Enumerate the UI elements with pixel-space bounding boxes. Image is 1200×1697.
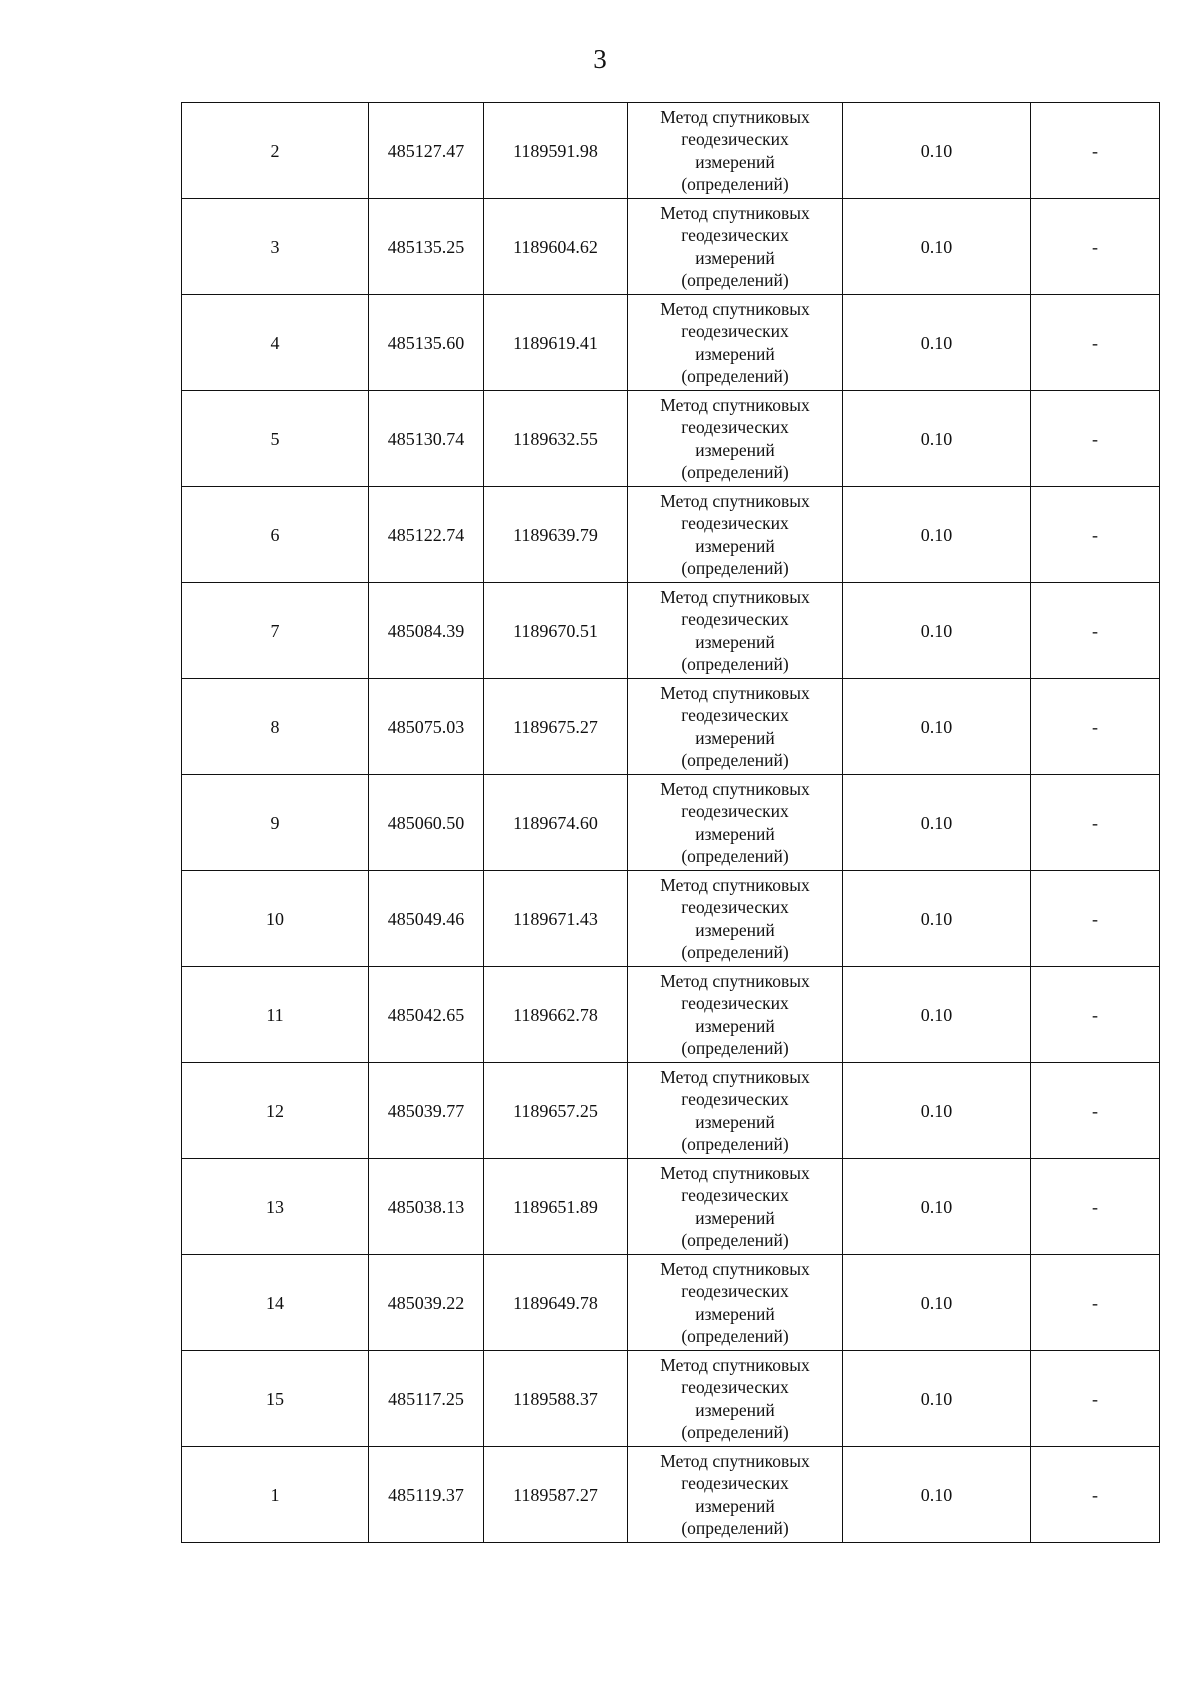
accuracy-cell: 0.10: [843, 679, 1031, 775]
note-cell: -: [1031, 775, 1160, 871]
note-cell: -: [1031, 1351, 1160, 1447]
method-line: измерений: [695, 823, 775, 844]
y-coordinate-cell: 1189670.51: [484, 583, 628, 679]
method-line: геодезических: [681, 1089, 789, 1109]
method-line: Метод спутниковых: [660, 970, 810, 991]
table-row: [182, 1447, 1160, 1543]
method-line: измерений: [695, 1207, 775, 1228]
y-coordinate-cell: 1189587.27: [484, 1447, 628, 1543]
accuracy-cell: 0.10: [843, 391, 1031, 487]
table-row: [182, 871, 1160, 967]
method-line: Метод спутниковых: [660, 394, 810, 415]
point-number-cell: 5: [182, 391, 369, 487]
note-cell: -: [1031, 487, 1160, 583]
method-line: геодезических: [681, 1185, 789, 1205]
note-cell: -: [1031, 871, 1160, 967]
table-row: [182, 1255, 1160, 1351]
method-line: (определений): [681, 1518, 789, 1538]
x-coordinate-cell: 485039.22: [369, 1255, 484, 1351]
method-cell: [628, 1447, 843, 1543]
table-row: [182, 679, 1160, 775]
method-line: геодезических: [681, 897, 789, 917]
coordinates-table: [181, 102, 1160, 1543]
method-line: (определений): [681, 654, 789, 674]
method-cell: [628, 871, 843, 967]
y-coordinate-cell: 1189649.78: [484, 1255, 628, 1351]
accuracy-cell: 0.10: [843, 1063, 1031, 1159]
point-number-cell: 12: [182, 1063, 369, 1159]
method-line: измерений: [695, 535, 775, 556]
method-line: измерений: [695, 343, 775, 364]
method-cell: [628, 295, 843, 391]
method-line: Метод спутниковых: [660, 1066, 810, 1087]
method-line: измерений: [695, 1015, 775, 1036]
method-line: Метод спутниковых: [660, 1162, 810, 1183]
table-row: [182, 1063, 1160, 1159]
method-line: геодезических: [681, 321, 789, 341]
method-line: Метод спутниковых: [660, 490, 810, 511]
method-line: измерений: [695, 1111, 775, 1132]
y-coordinate-cell: 1189591.98: [484, 103, 628, 199]
table-row: [182, 391, 1160, 487]
note-cell: -: [1031, 103, 1160, 199]
method-line: измерений: [695, 1399, 775, 1420]
x-coordinate-cell: 485075.03: [369, 679, 484, 775]
y-coordinate-cell: 1189619.41: [484, 295, 628, 391]
table-row: [182, 775, 1160, 871]
accuracy-cell: 0.10: [843, 967, 1031, 1063]
point-number-cell: 13: [182, 1159, 369, 1255]
x-coordinate-cell: 485039.77: [369, 1063, 484, 1159]
x-coordinate-cell: 485119.37: [369, 1447, 484, 1543]
method-line: (определений): [681, 1326, 789, 1346]
method-line: (определений): [681, 366, 789, 386]
method-line: (определений): [681, 1422, 789, 1442]
point-number-cell: 9: [182, 775, 369, 871]
table-row: [182, 1351, 1160, 1447]
x-coordinate-cell: 485130.74: [369, 391, 484, 487]
method-line: Метод спутниковых: [660, 298, 810, 319]
table-row: [182, 583, 1160, 679]
method-line: (определений): [681, 846, 789, 866]
method-cell: [628, 1351, 843, 1447]
method-cell: [628, 1255, 843, 1351]
x-coordinate-cell: 485049.46: [369, 871, 484, 967]
method-line: геодезических: [681, 1281, 789, 1301]
x-coordinate-cell: 485060.50: [369, 775, 484, 871]
point-number-cell: 3: [182, 199, 369, 295]
x-coordinate-cell: 485084.39: [369, 583, 484, 679]
point-number-cell: 11: [182, 967, 369, 1063]
method-line: геодезических: [681, 609, 789, 629]
accuracy-cell: 0.10: [843, 1351, 1031, 1447]
note-cell: -: [1031, 391, 1160, 487]
x-coordinate-cell: 485135.60: [369, 295, 484, 391]
method-line: измерений: [695, 631, 775, 652]
accuracy-cell: 0.10: [843, 583, 1031, 679]
method-line: геодезических: [681, 1473, 789, 1493]
method-cell: [628, 967, 843, 1063]
method-cell: [628, 487, 843, 583]
y-coordinate-cell: 1189632.55: [484, 391, 628, 487]
method-line: измерений: [695, 439, 775, 460]
table-row: [182, 967, 1160, 1063]
method-cell: [628, 199, 843, 295]
table-row: [182, 103, 1160, 199]
method-line: измерений: [695, 919, 775, 940]
method-line: (определений): [681, 1230, 789, 1250]
y-coordinate-cell: 1189674.60: [484, 775, 628, 871]
accuracy-cell: 0.10: [843, 775, 1031, 871]
point-number-cell: 1: [182, 1447, 369, 1543]
accuracy-cell: 0.10: [843, 199, 1031, 295]
x-coordinate-cell: 485038.13: [369, 1159, 484, 1255]
accuracy-cell: 0.10: [843, 1159, 1031, 1255]
accuracy-cell: 0.10: [843, 295, 1031, 391]
method-line: Метод спутниковых: [660, 106, 810, 127]
point-number-cell: 15: [182, 1351, 369, 1447]
y-coordinate-cell: 1189604.62: [484, 199, 628, 295]
method-line: (определений): [681, 750, 789, 770]
x-coordinate-cell: 485042.65: [369, 967, 484, 1063]
method-cell: [628, 1063, 843, 1159]
method-line: Метод спутниковых: [660, 682, 810, 703]
accuracy-cell: 0.10: [843, 487, 1031, 583]
table-row: [182, 487, 1160, 583]
accuracy-cell: 0.10: [843, 1447, 1031, 1543]
point-number-cell: 10: [182, 871, 369, 967]
point-number-cell: 7: [182, 583, 369, 679]
y-coordinate-cell: 1189675.27: [484, 679, 628, 775]
table-row: [182, 1159, 1160, 1255]
method-line: геодезических: [681, 993, 789, 1013]
point-number-cell: 4: [182, 295, 369, 391]
note-cell: -: [1031, 1255, 1160, 1351]
method-cell: [628, 391, 843, 487]
accuracy-cell: 0.10: [843, 103, 1031, 199]
y-coordinate-cell: 1189671.43: [484, 871, 628, 967]
method-line: Метод спутниковых: [660, 778, 810, 799]
method-cell: [628, 679, 843, 775]
y-coordinate-cell: 1189588.37: [484, 1351, 628, 1447]
point-number-cell: 6: [182, 487, 369, 583]
accuracy-cell: 0.10: [843, 871, 1031, 967]
method-line: Метод спутниковых: [660, 1354, 810, 1375]
method-line: (определений): [681, 558, 789, 578]
method-line: измерений: [695, 727, 775, 748]
x-coordinate-cell: 485127.47: [369, 103, 484, 199]
accuracy-cell: 0.10: [843, 1255, 1031, 1351]
method-line: Метод спутниковых: [660, 1258, 810, 1279]
x-coordinate-cell: 485135.25: [369, 199, 484, 295]
method-line: геодезических: [681, 417, 789, 437]
note-cell: -: [1031, 295, 1160, 391]
note-cell: -: [1031, 679, 1160, 775]
method-cell: [628, 103, 843, 199]
method-line: Метод спутниковых: [660, 874, 810, 895]
method-line: Метод спутниковых: [660, 1450, 810, 1471]
x-coordinate-cell: 485122.74: [369, 487, 484, 583]
method-cell: [628, 583, 843, 679]
x-coordinate-cell: 485117.25: [369, 1351, 484, 1447]
y-coordinate-cell: 1189639.79: [484, 487, 628, 583]
note-cell: -: [1031, 1159, 1160, 1255]
method-line: Метод спутниковых: [660, 202, 810, 223]
method-line: измерений: [695, 247, 775, 268]
method-line: геодезических: [681, 513, 789, 533]
method-cell: [628, 775, 843, 871]
method-line: (определений): [681, 1038, 789, 1058]
point-number-cell: 8: [182, 679, 369, 775]
method-line: (определений): [681, 270, 789, 290]
method-line: измерений: [695, 1495, 775, 1516]
method-line: измерений: [695, 151, 775, 172]
method-line: геодезических: [681, 705, 789, 725]
y-coordinate-cell: 1189651.89: [484, 1159, 628, 1255]
page-number: 3: [593, 44, 607, 74]
method-line: (определений): [681, 462, 789, 482]
y-coordinate-cell: 1189662.78: [484, 967, 628, 1063]
point-number-cell: 14: [182, 1255, 369, 1351]
point-number-cell: 2: [182, 103, 369, 199]
table-row: [182, 199, 1160, 295]
method-line: Метод спутниковых: [660, 586, 810, 607]
y-coordinate-cell: 1189657.25: [484, 1063, 628, 1159]
note-cell: -: [1031, 199, 1160, 295]
method-line: геодезических: [681, 1377, 789, 1397]
method-line: геодезических: [681, 801, 789, 821]
table-row: [182, 295, 1160, 391]
note-cell: -: [1031, 967, 1160, 1063]
method-line: (определений): [681, 174, 789, 194]
coordinates-table-body: [182, 103, 1160, 1543]
method-line: (определений): [681, 942, 789, 962]
method-line: геодезических: [681, 129, 789, 149]
method-cell: [628, 1159, 843, 1255]
note-cell: -: [1031, 1063, 1160, 1159]
method-line: геодезических: [681, 225, 789, 245]
method-line: измерений: [695, 1303, 775, 1324]
method-line: (определений): [681, 1134, 789, 1154]
note-cell: -: [1031, 1447, 1160, 1543]
note-cell: -: [1031, 583, 1160, 679]
